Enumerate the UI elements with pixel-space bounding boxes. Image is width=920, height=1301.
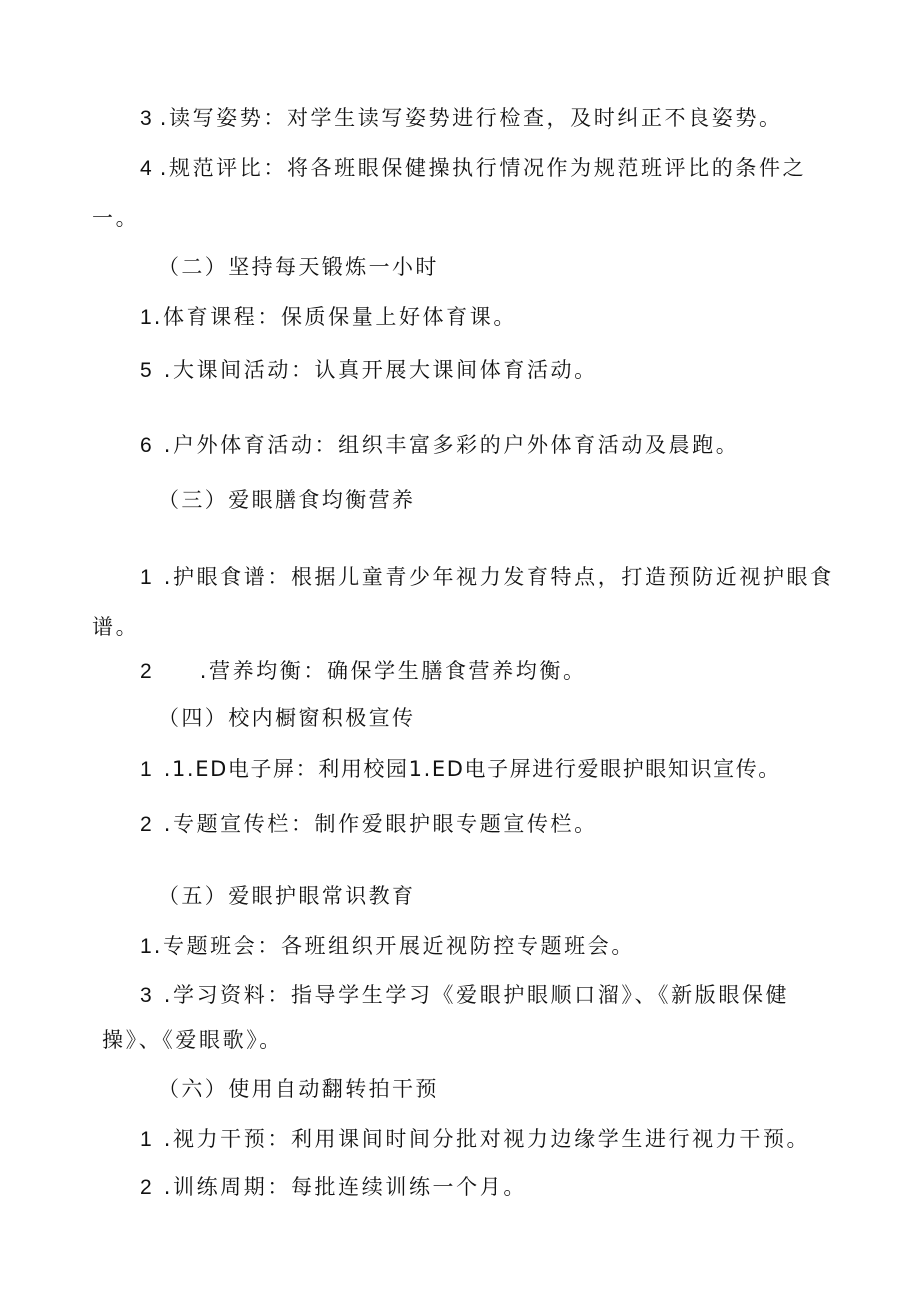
list-item <box>140 657 587 686</box>
heading-text: （二）坚持每天锻炼一小时 <box>158 255 439 279</box>
item-text: .规范评比：将各班眼保健操执行情况作为规范班评比的条件之 <box>159 156 807 180</box>
heading-text: （五）爱眼护眼常识教育 <box>158 884 416 908</box>
continuation-line <box>92 613 139 641</box>
item-number: 1 <box>140 1128 152 1151</box>
item-number: 3 <box>140 984 152 1007</box>
item-number: 1 <box>140 758 152 781</box>
item-text: .护眼食谱：根据儿童青少年视力发育特点，打造预防近视护眼食 <box>163 565 834 589</box>
item-text: .大课间活动：认真开展大课间体育活动。 <box>163 358 598 382</box>
item-text: .营养均衡：确保学生膳食营养均衡。 <box>199 659 587 683</box>
item-text: .户外体育活动：组织丰富多彩的户外体育活动及晨跑。 <box>163 433 740 457</box>
item-text: .专题班会：各班组织开展近视防控专题班会。 <box>153 934 635 958</box>
item-number: 2 <box>140 813 152 836</box>
list-item <box>140 563 834 592</box>
item-text: .1.ED电子屏：利用校园1.ED电子屏进行爱眼护眼知识宣传。 <box>163 757 781 781</box>
list-item <box>140 932 635 961</box>
item-text: .训练周期：每批连续训练一个月。 <box>163 1175 527 1199</box>
item-text: 谱。 <box>92 615 140 639</box>
item-number: 1 <box>140 306 152 329</box>
section-heading <box>158 253 439 281</box>
heading-text: （六）使用自动翻转拍干预 <box>158 1077 439 1101</box>
item-number: 3 <box>140 107 152 130</box>
item-text: .读写姿势：对学生读写姿势进行检查，及时纠正不良姿势。 <box>159 106 783 130</box>
item-number: 1 <box>140 935 152 958</box>
list-item <box>140 755 781 784</box>
item-text: 一。 <box>92 206 140 230</box>
list-item <box>140 981 789 1010</box>
item-text: .视力干预：利用课间时间分批对视力边缘学生进行视力干预。 <box>163 1127 811 1151</box>
section-heading <box>158 704 415 732</box>
list-item <box>140 154 806 183</box>
section-heading <box>158 882 415 910</box>
list-item <box>140 810 598 839</box>
heading-text: （三）爱眼膳食均衡营养 <box>158 488 416 512</box>
item-text: .学习资料：指导学生学习《爱眼护眼顺口溜》、《新版眼保健 <box>163 983 790 1007</box>
section-heading <box>158 486 415 514</box>
continuation-line <box>102 1026 283 1054</box>
list-item <box>140 431 739 460</box>
continuation-line <box>92 204 139 232</box>
item-number: 6 <box>140 434 152 457</box>
heading-text: （四）校内橱窗积极宣传 <box>158 706 416 730</box>
item-text: .体育课程：保质保量上好体育课。 <box>153 305 517 329</box>
item-number: 1 <box>140 566 152 589</box>
item-text: 操》、《爱眼歌》。 <box>102 1028 283 1052</box>
list-item <box>140 1125 810 1154</box>
list-item <box>140 104 783 133</box>
section-heading <box>158 1075 439 1103</box>
item-number: 4 <box>140 157 152 180</box>
list-item <box>140 356 598 385</box>
item-number: 2 <box>140 1176 152 1199</box>
item-number: 2 <box>140 660 152 683</box>
list-item <box>140 303 517 332</box>
item-number: 5 <box>140 359 152 382</box>
item-text: .专题宣传栏：制作爱眼护眼专题宣传栏。 <box>163 812 598 836</box>
list-item <box>140 1173 527 1202</box>
